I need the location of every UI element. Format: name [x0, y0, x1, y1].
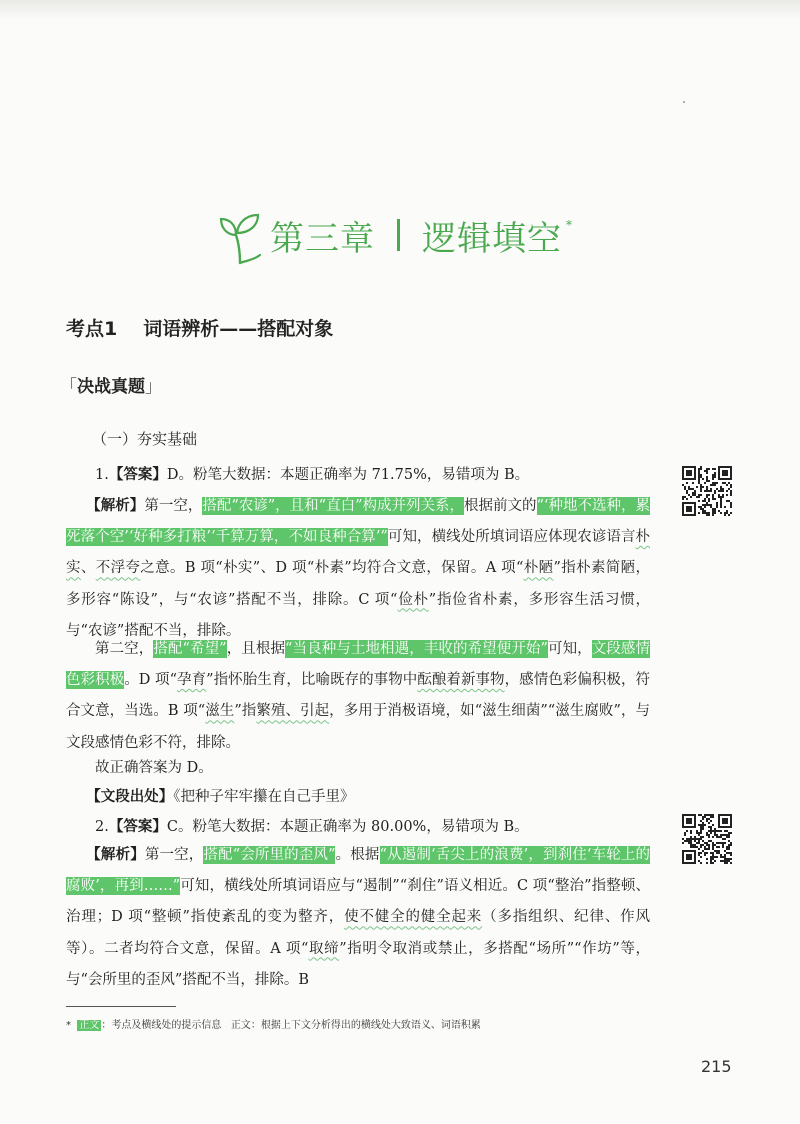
q1-source [66, 782, 650, 813]
q1-a-text: ”指俭省朴素，多形容生活习惯，与“农谚”搭配不当，排除。 [66, 591, 650, 639]
qr-code-pattern [682, 814, 732, 864]
footnote-rule [66, 1006, 176, 1007]
q2-highlight-2: “从遏制‘舌尖上的浪费’，到刹住‘车轮上的腐败’，再到……” [66, 847, 651, 895]
q2-answer [66, 812, 650, 843]
q1-a-text: 第一空， [144, 498, 203, 514]
q1-source-title: 《把种子牢牢攥在自己手里》 [173, 789, 355, 805]
q1-a-text: 、 [80, 560, 96, 577]
q1-underline: 俭朴 [397, 591, 429, 608]
q1-analysis [66, 491, 650, 647]
q1-a-text: ”指朴素简陋，多形容“陈设”，与“农谚”搭配不当，排除。C 项“ [66, 560, 651, 608]
q2-analysis-label: 【解析】 [86, 847, 145, 863]
q1-s-text: ，且根据 [226, 641, 286, 657]
q2-underline: 使不健全的健全起来 [344, 909, 483, 926]
q1-answer [66, 460, 650, 491]
chapter-title: 逻辑填空 [422, 218, 562, 259]
chapter-number: 第三章 [270, 218, 375, 259]
qr-code-pattern [682, 466, 732, 516]
chapter-footnote-mark: * [566, 218, 572, 232]
q1-analysis-label: 【解析】 [86, 498, 145, 514]
q1-s-text: 第二空， [95, 641, 154, 657]
footnote-tag: 正文 [79, 1020, 100, 1031]
bracket-open: 「 [60, 377, 77, 397]
q2-a-text: 第一空， [144, 847, 204, 863]
q1-underline: 朴实 [66, 529, 650, 577]
q1-second-blank [66, 634, 650, 759]
q1-a-text: 之意。B 项“朴实”、D 项“朴素”均符合文意，保留。A 项“ [140, 560, 524, 577]
q1-s-text: ，感情色彩偏积极，符合文意，当选。B 项“ [66, 672, 651, 720]
scan-speck [683, 101, 685, 103]
q2-answer-label: 【答案】 [108, 819, 167, 835]
q2-answer-text: C。粉笔大数据：本题正确率为 80.00%，易错项为 B。 [166, 819, 529, 835]
q2-number: 2. [95, 819, 109, 835]
sprout-icon [218, 205, 264, 265]
q1-answer-label: 【答案】 [108, 467, 167, 483]
q1-underline: 酝酿着新事物 [417, 672, 505, 689]
q2-a-text: ”指明令取消或禁止，多搭配“场所”“作坊”等，与“会所里的歪风”搭配不当，排除。B [66, 940, 651, 988]
subsection-label: 决战真题 [77, 377, 145, 397]
q1-s-text: 可知， [547, 641, 592, 657]
chapter-divider [397, 219, 400, 251]
section-topic: 词语辨析——搭配对象 [143, 318, 334, 340]
q2-highlight-1: 搭配“会所里的歪风” [203, 847, 336, 863]
section-heading [66, 314, 359, 341]
footnote-text-2: 正文：根据上下文分析得出的横线处大致语义、词语积累 [230, 1020, 481, 1031]
q1-underline: 不浮夸 [95, 560, 141, 577]
q2-analysis [66, 840, 650, 996]
page-number: 215 [701, 1057, 732, 1076]
footnote-star: * [66, 1020, 71, 1031]
q2-a-text: （多指组织、纪律、作风等）。二者均符合文意，保留。A 项“ [66, 909, 651, 957]
q1-a-text: 根据前文的 [464, 498, 537, 514]
q1-underline: 孕育 [177, 672, 207, 689]
chapter-header [218, 200, 572, 270]
section-point-label: 考点1 [66, 318, 118, 340]
q1-a-text: 可知，横线处所填词语应体现农谚语言 [387, 529, 636, 546]
q1-answer-text: D。粉笔大数据：本题正确率为 71.75%，易错项为 B。 [166, 467, 530, 483]
q1-s-text: 。D 项“ [124, 672, 177, 689]
q1-highlight-3: 搭配“希望” [153, 641, 227, 657]
subsection-heading [60, 372, 162, 397]
footnote-text-1: ：考点及横线处的提示信息 [101, 1020, 222, 1031]
q1-highlight-5: 文段感情色彩积极 [66, 641, 651, 689]
q1-highlight-4: “当良种与土地相遇，丰收的希望便开始” [285, 641, 548, 657]
q1-highlight-2: “‘种地不选种，累死落个空’‘好种多打粮’‘千算万算，不如良种合算’” [66, 498, 651, 546]
bracket-close: 」 [145, 377, 162, 397]
q1-underline: 滋生 [205, 703, 235, 720]
q1-underline: 繁殖、引起 [256, 703, 330, 720]
qr-code-icon[interactable] [682, 814, 732, 864]
q1-source-label: 【文段出处】 [86, 789, 174, 805]
q2-underline: 取缔 [308, 940, 340, 957]
q1-s-text: ”指怀胎生育，比喻既存的事物中 [206, 672, 418, 689]
q2-a-text: 可知，横线处所填词语应与“遏制”“刹住”语义相近。C 项“整治”指整顿、治理；D 项“整顿”指使紊乱的变为整齐， [66, 878, 650, 926]
footnote [66, 1016, 481, 1031]
q1-number: 1. [95, 467, 109, 483]
q1-s-text: ，多用于消极语境，如“滋生细菌”“滋生腐败”，与文段感情色彩不符，排除。 [66, 703, 651, 751]
q1-underline: 朴陋 [523, 560, 554, 577]
q2-a-text: 。根据 [335, 847, 380, 863]
q1-highlight-1: 搭配“农谚”，且和“直白”构成并列关系， [202, 498, 464, 514]
page-top-shadow [0, 0, 800, 20]
sub-subsection-heading: （一）夯实基础 [92, 430, 198, 448]
qr-code-icon[interactable] [682, 466, 732, 516]
q1-s-text: ”指 [234, 703, 257, 720]
q1-conclusion: 故正确答案为 D。 [95, 760, 213, 776]
